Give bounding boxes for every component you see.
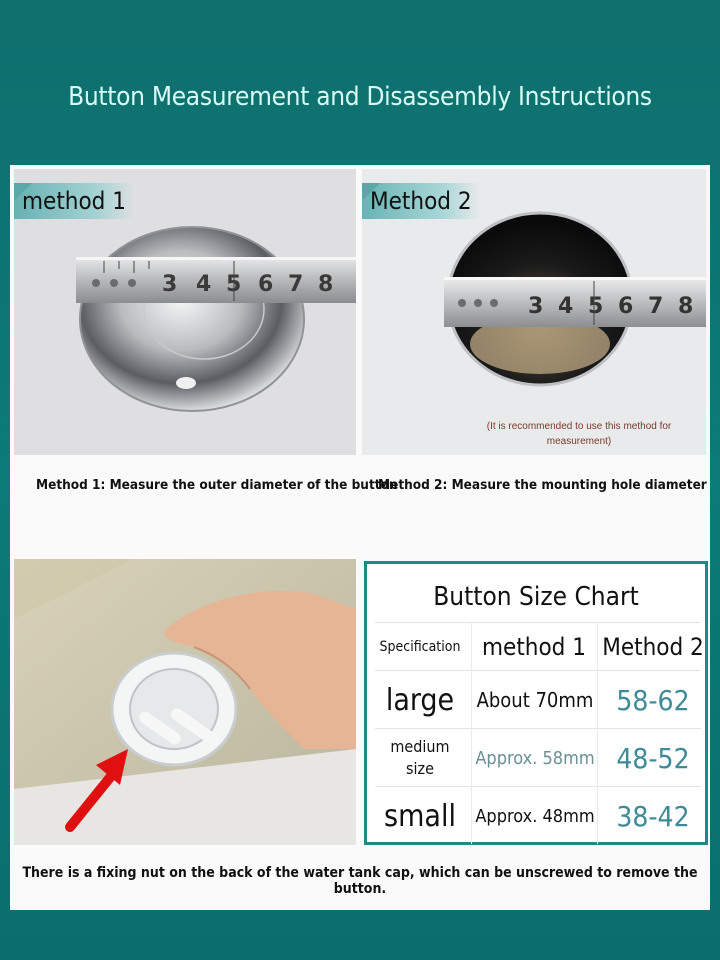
row-large-method1: About 70mm bbox=[476, 688, 594, 712]
tape-digit: 5 bbox=[226, 272, 242, 297]
tape-digit: 3 bbox=[162, 272, 178, 297]
method2-tag: Method 2 bbox=[362, 183, 480, 219]
size-chart bbox=[364, 561, 708, 845]
tape-digit: 3 bbox=[528, 294, 544, 319]
tape-digit: 5 bbox=[588, 294, 604, 319]
row-small-spec: small bbox=[384, 798, 456, 834]
tape-digit: 8 bbox=[678, 294, 694, 319]
method1-tag: method 1 bbox=[14, 183, 134, 219]
row-medium-spec-line2: size bbox=[406, 759, 434, 778]
method2-photo bbox=[362, 169, 706, 455]
method1-photo bbox=[14, 169, 356, 455]
row-medium-method2: 48-52 bbox=[616, 741, 690, 775]
tape-digit: 6 bbox=[258, 272, 274, 297]
method1-caption: Method 1: Measure the outer diameter of the button bbox=[36, 477, 398, 493]
note-line-2: measurement) bbox=[546, 436, 612, 447]
row-small-method1: Approx. 48mm bbox=[475, 805, 595, 827]
tape-digit: 7 bbox=[288, 272, 304, 297]
row-small-method2: 38-42 bbox=[616, 799, 690, 833]
method2-caption: Method 2: Measure the mounting hole diameter bbox=[378, 477, 707, 493]
tape-digit: 7 bbox=[648, 294, 664, 319]
row-large-spec: large bbox=[385, 682, 455, 718]
tape-digit: 8 bbox=[318, 272, 334, 297]
content-panel bbox=[10, 165, 710, 910]
row-large-method2: 58-62 bbox=[616, 683, 690, 717]
tape-digit: 6 bbox=[618, 294, 634, 319]
header-method1: method 1 bbox=[482, 633, 586, 661]
row-medium-spec bbox=[371, 730, 469, 786]
size-chart-title: Button Size Chart bbox=[433, 582, 639, 612]
tape-digit: 4 bbox=[558, 294, 574, 319]
row-medium-spec-line1: medium bbox=[390, 737, 450, 756]
recommendation-note bbox=[444, 419, 714, 449]
tape-digit: 4 bbox=[196, 272, 212, 297]
note-line-1: (It is recommended to use this method for bbox=[486, 421, 672, 432]
row-medium-method1: Approx. 58mm bbox=[475, 747, 595, 769]
header-method2: Method 2 bbox=[602, 633, 704, 661]
footer-note: There is a fixing nut on the back of the water tank cap, which can be unscrewed to remove the button. bbox=[22, 865, 698, 897]
page-title: Button Measurement and Disassembly Instructions bbox=[68, 82, 652, 112]
disassembly-photo bbox=[14, 559, 356, 845]
header-specification: Specification bbox=[379, 639, 461, 655]
